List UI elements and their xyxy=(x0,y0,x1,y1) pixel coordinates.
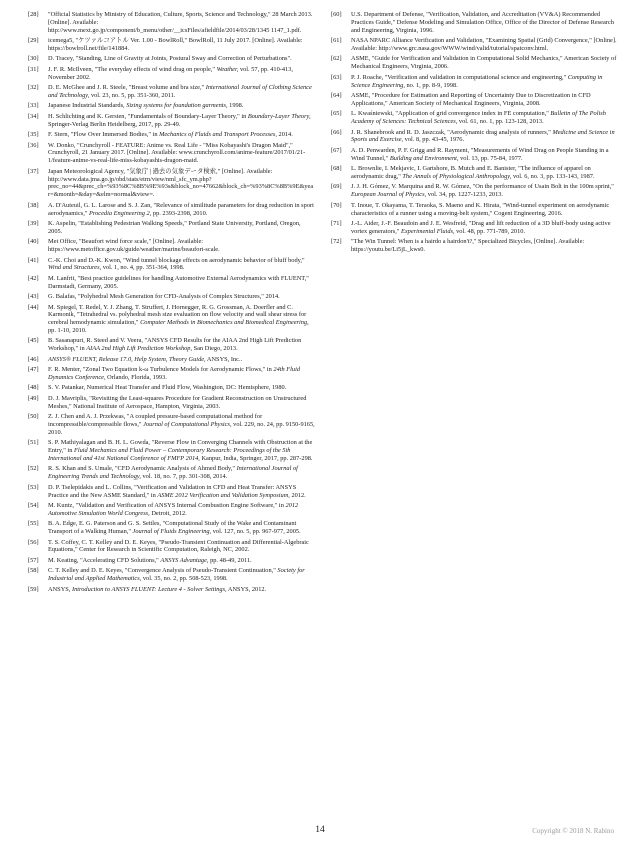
reference-text xyxy=(351,92,618,108)
reference-text xyxy=(48,557,315,565)
reference-text-segment: vol. 8, pp. 43-45, 1976. xyxy=(403,136,465,144)
reference-text xyxy=(48,502,315,518)
reference-text-segment: J. J. H. Gómez, V. Marquina and R. W. Gómez, "On the performance of Usain Bolt in the 100m sprint," xyxy=(351,183,614,191)
reference-text-segment: NASA NPARC Alliance Verification and Validation, "Examining Spatial (Grid) Convergence," [Online]. Available: http://www.grc.nasa.gov/WWW/wind/valid/tutorial/spatconv.html. xyxy=(351,37,617,52)
reference-source-italic: ANSYS® FLUENT, Release 17.0, Help System, Theory Guide, xyxy=(48,355,206,363)
reference-text-segment: S. P. Mathiyalagan and B. H. L. Gowda, "Reverse Flow in Converging Channels with Obstruction at the Entry," in xyxy=(48,439,313,455)
reference-number: [34] xyxy=(28,112,39,120)
reference-text-segment: Kanpur, India, Springer, 2017, pp. 287-298. xyxy=(199,455,313,462)
reference-text-segment: vol. 6, no. 3, pp. 133-143, 1987. xyxy=(511,172,595,180)
reference-text-segment: H. Schlichting and K. Gersten, "Fundamentals of Boundary-Layer Theory," in xyxy=(48,112,248,120)
reference-text xyxy=(48,465,315,481)
reference-text-segment: A. D'Auteuil, G. L. Larose and S. J. Zan, "Relevance of similitude parameters for drag reduction in sport aerodynamics," xyxy=(48,201,314,217)
reference-entry xyxy=(28,275,315,291)
reference-entry xyxy=(28,539,315,555)
reference-text-segment: Springer-Verlag Berlin Heidelberg, 2017, pp. 29-49. xyxy=(48,120,181,128)
reference-text xyxy=(48,37,315,53)
reference-text-segment: Orlando, Florida, 1993. xyxy=(105,374,167,382)
reference-entry xyxy=(28,11,315,35)
reference-number: [48] xyxy=(28,384,39,392)
reference-entry xyxy=(28,304,315,335)
reference-number: [64] xyxy=(331,91,342,99)
reference-text xyxy=(48,131,315,139)
reference-entry xyxy=(331,92,618,108)
reference-number: [44] xyxy=(28,303,39,311)
reference-entry xyxy=(28,586,315,594)
reference-entry xyxy=(28,238,315,254)
reference-source-italic: Mechanics of Fluids and Transport Processes, xyxy=(159,131,277,139)
reference-text-segment: C.-K. Choi and D.-K. Kwon, "Wind tunnel blockage effects on aerodynamic behavior of bluff body," xyxy=(48,256,305,264)
reference-number: [70] xyxy=(331,201,342,209)
reference-number: [62] xyxy=(331,55,342,63)
reference-number: [32] xyxy=(28,84,39,92)
reference-text-segment: Z. J. Chen and A. J. Przekwas, "A coupled pressure-based computational method for incompressible/compressible flows," xyxy=(48,413,263,429)
reference-text xyxy=(351,37,618,53)
reference-number: [30] xyxy=(28,55,39,63)
reference-number: [38] xyxy=(28,201,39,209)
reference-text-segment: vol. 61, no. 1, pp. 123-128, 2013. xyxy=(457,118,544,126)
reference-text-segment: D. E. McGhee and J. R. Steele, "Breast volume and bra size," xyxy=(48,84,206,92)
reference-text xyxy=(351,11,618,35)
reference-number: [71] xyxy=(331,219,342,227)
reference-text xyxy=(48,220,315,236)
reference-text-segment: vol. 48, pp. 771-789, 2010. xyxy=(454,227,526,235)
reference-text xyxy=(48,439,315,463)
reference-entry xyxy=(28,484,315,500)
reference-text-segment: K. Aspelin, "Establishing Pedestrian Walking Speeds," Portland State University, Portland, Oregon, 2005. xyxy=(48,219,301,235)
reference-entry xyxy=(28,113,315,129)
reference-text xyxy=(48,413,315,437)
reference-entry xyxy=(28,142,315,166)
reference-text-segment: B. A. Edge, E. G. Paterson and G. S. Settles, "Computational Study of the Wake and Contaminant Transport of a Walking Human," xyxy=(48,520,297,536)
reference-text xyxy=(351,147,618,163)
reference-entry xyxy=(28,557,315,565)
reference-entry xyxy=(331,183,618,199)
reference-text xyxy=(351,238,618,254)
reference-entry xyxy=(28,567,315,583)
reference-text-segment: pp. 1-10, 2010. xyxy=(48,327,87,335)
reference-text-segment: P. J. Roache, "Verification and validation in computational science and engineering," xyxy=(351,73,568,81)
reference-text xyxy=(351,220,618,236)
reference-text-segment: D. Tracey, "Standing, Line of Gravity at Joints, Postural Sway and Correction of Perturbations". xyxy=(48,55,292,63)
reference-number: [55] xyxy=(28,520,39,528)
reference-text-segment: A. D. Penwarden, P. F. Grigg and R. Rayment, "Measurements of Wind Drag on People Standing in a Wind Tunnel," xyxy=(351,146,609,162)
reference-text-segment: C. T. Kelley and D. E. Keyes, "Convergence Analysis of Pseudo-Transient Continuation," xyxy=(48,567,278,575)
reference-entry xyxy=(331,37,618,53)
reference-text-segment: J. F. R. McIlveen, "The everyday effects of wind drag on people," xyxy=(48,65,217,73)
reference-source-italic: The Annals of Physiological Anthropology, xyxy=(402,172,512,180)
reference-text xyxy=(48,238,315,254)
reference-number: [69] xyxy=(331,183,342,191)
reference-text-segment: ANSYS, Inc.. xyxy=(205,355,243,363)
reference-text-segment: vol. 34, pp. 1227-1233, 2013. xyxy=(426,191,504,199)
reference-text xyxy=(48,520,315,536)
reference-text-segment: ANSYS, 2012. xyxy=(226,585,267,593)
reference-text xyxy=(48,66,315,82)
reference-entry xyxy=(28,439,315,463)
reference-text-segment: B. Sasanapuri, R. Steed and V. Veera, "ANSYS CFD Results for the AIAA 2nd High Lift Prediction Workshop," in xyxy=(48,337,302,353)
reference-source-italic: Bulletin of The Polish Academy of Sciences: Technical Sciences, xyxy=(351,110,606,126)
reference-text-segment: Detroit, 2012. xyxy=(149,509,187,517)
reference-entry xyxy=(28,102,315,110)
reference-text-segment: F. Stern, "Flow Over Immersed Bodies," in xyxy=(48,131,160,139)
reference-entry xyxy=(28,257,315,273)
reference-source-italic: International Journal of Clothing Science and Technology, xyxy=(48,84,312,99)
reference-text xyxy=(351,129,618,145)
reference-entry xyxy=(28,293,315,301)
reference-text-segment: L. Brownlie, I. Mekjavic, I. Gartshore, B. Mutch and E. Banister, "The influence of apparel on aerodynamic drag," xyxy=(351,165,591,180)
reference-text xyxy=(351,202,618,218)
reference-number: [40] xyxy=(28,238,39,246)
reference-source-italic: 2012 Automotive Simulation World Congress, xyxy=(48,502,299,517)
reference-source-italic: Experimental Fluids, xyxy=(400,227,455,235)
reference-source-italic: 24th Fluid Dynamics Conference, xyxy=(48,366,301,382)
reference-number: [35] xyxy=(28,131,39,139)
reference-entry xyxy=(331,74,618,90)
reference-text-segment: "The Win Tunnel: When is a hairdo a hairdon't?," Specialized Bicycles, [Online]. Available: https://youtu.be/Li5jL_kws0. xyxy=(351,238,585,254)
reference-text-segment: M. Spiegel, T. Redel, Y. J. Zhang, T. Struffert, J. Hornegger, R. G. Grossman, A. Doerfler and C. Karmonik, "Tetrahedral vs. polyhedral mesh size evaluation on flow velocity and wall shear stress for cerebral hemodynamic simulation," xyxy=(48,303,307,327)
reference-number: [72] xyxy=(331,238,342,246)
reference-text xyxy=(48,384,315,392)
reference-number: [43] xyxy=(28,293,39,301)
reference-source-italic: Computer Methods in Biomechanics and Biomedical Engineering, xyxy=(140,319,309,327)
reference-text xyxy=(48,395,315,411)
reference-text xyxy=(48,539,315,555)
reference-text xyxy=(48,142,315,166)
reference-source-italic: Building and Environment, xyxy=(389,154,459,162)
reference-entry xyxy=(331,202,618,218)
reference-text-segment: vol. 35, no. 2, pp. 508-523, 1998. xyxy=(141,575,228,583)
reference-text-segment: J.-L. Aider, J.-F. Beaudoin and J. E. Wesfreid, "Drag and lift reduction of a 3D bluff-body using active vortex generators," xyxy=(351,219,611,235)
reference-text-segment: M. Kuntz, "Validation and Verification of ANSYS Internal Combustion Engine Software," in xyxy=(48,502,286,509)
reference-entry xyxy=(28,220,315,236)
reference-text xyxy=(48,304,315,335)
reference-text xyxy=(48,275,315,291)
reference-number: [51] xyxy=(28,439,39,447)
reference-source-italic: Computing in Science Engineering, xyxy=(351,73,603,89)
reference-text xyxy=(351,165,618,181)
reference-entry xyxy=(28,337,315,353)
reference-entry xyxy=(331,238,618,254)
reference-text-segment: F. R. Menter, "Zonal Two Equation k-ω Turbulence Models for Aerodynamic Flows," in xyxy=(48,366,274,374)
reference-source-italic: Boundary-Layer Theory, xyxy=(247,112,311,120)
reference-text-segment: Japan Meteorological Agency, "気象庁 | 過去の気象データ検索," [Online]. Available: http://www.data.jma.go.jp/obd/stats/etrn/view/nml_sfc_ym.php?prec_no=44&prec_ch=%93%8C%8B%9E%93s&block_no=47662&block_ch=%93%8C%8B%9E&year=&month=&day=&elm=normal&view=. xyxy=(48,167,314,199)
reference-text xyxy=(48,102,315,110)
reference-number: [50] xyxy=(28,413,39,421)
reference-text-segment: vol. 1, no. 4, pp. 351-364, 1998. xyxy=(101,264,185,272)
reference-text-segment: ANSYS, xyxy=(48,585,72,593)
reference-number: [41] xyxy=(28,256,39,264)
reference-number: [67] xyxy=(331,146,342,154)
reference-source-italic: Fluid Mechanics and Fluid Power – Contemporary Research: Proceedings of the 5th International and 41st National Conference of FMFP 2014, xyxy=(48,447,291,462)
reference-text-segment: D. P. Tselepidakis and L. Collins, "Verification and Validation in CFD and Heat Transfer: ANSYS Practice and the New ASME Standard," in xyxy=(48,483,297,499)
reference-number: [36] xyxy=(28,141,39,149)
reference-text xyxy=(48,567,315,583)
reference-text-segment: G. Balafas, "Polyhedral Mesh Generation for CFD-Analysis of Complex Structures," 2014. xyxy=(48,293,280,301)
reference-number: [68] xyxy=(331,165,342,173)
reference-text-segment: vol. 57, pp. 410-413, November 2002. xyxy=(48,65,293,81)
reference-number: [59] xyxy=(28,585,39,593)
reference-source-italic: Procedia Engineering 2, xyxy=(89,209,152,217)
reference-text xyxy=(48,202,315,218)
reference-entry xyxy=(28,55,315,63)
reference-entry xyxy=(331,11,618,35)
reference-entry xyxy=(28,356,315,364)
reference-entry xyxy=(28,502,315,518)
reference-number: [47] xyxy=(28,366,39,374)
page-number: 14 xyxy=(315,825,325,835)
reference-entry xyxy=(28,366,315,382)
reference-text-segment: Met Office, "Beaufort wind force scale," [Online]. Available: https://www.metoffice.gov.uk/guide/weather/marine/beaufort-scale. xyxy=(48,238,220,254)
reference-source-italic: European Journal of Physics, xyxy=(351,191,427,199)
reference-number: [49] xyxy=(28,394,39,402)
reference-text-segment: no. 1, pp. 8-9, 1998. xyxy=(404,81,458,89)
reference-text-segment: 2014. xyxy=(276,131,293,139)
reference-text-segment: Japanese Industrial Standards, xyxy=(48,102,127,110)
reference-number: [52] xyxy=(28,465,39,473)
reference-source-italic: Journal of Fluids Engineering, xyxy=(132,528,212,536)
reference-text-segment: San Diego, 2013. xyxy=(192,345,238,353)
reference-entry xyxy=(331,220,618,236)
references-column-left xyxy=(28,11,315,596)
reference-source-italic: International Journal of Engineering Trends and Technology, xyxy=(48,465,298,481)
reference-entry xyxy=(28,395,315,411)
reference-source-italic: Journal of Computational Physics, xyxy=(143,421,232,429)
copyright-notice: Copyright © 2018 N. Rabino xyxy=(532,827,614,835)
reference-number: [61] xyxy=(331,37,342,45)
reference-text-segment: M. Lanfrit, "Best practice guidelines for handling Automotive External Aerodynamics with FLUENT," Darmstadt, Germany, 2005. xyxy=(48,274,309,290)
reference-number: [58] xyxy=(28,567,39,575)
reference-text-segment: vol. 23, no. 5, pp. 351-360, 2011. xyxy=(89,91,176,99)
reference-entry xyxy=(28,384,315,392)
reference-text-segment: vol. 127, no. 5, pp. 967-977, 2005. xyxy=(211,528,301,536)
reference-source-italic: ANSYS Advantage, xyxy=(160,556,209,564)
reference-text xyxy=(351,110,618,126)
reference-number: [66] xyxy=(331,128,342,136)
reference-text-segment: 1998. xyxy=(227,102,244,110)
reference-text-segment: pp. 48-49, 2011. xyxy=(208,556,252,564)
reference-text xyxy=(48,84,315,100)
reference-number: [46] xyxy=(28,355,39,363)
reference-number: [37] xyxy=(28,167,39,175)
reference-source-italic: Medicine and Science in Sports and Exercise, xyxy=(351,128,615,144)
reference-text xyxy=(351,183,618,199)
reference-number: [54] xyxy=(28,502,39,509)
reference-text-segment: vol. 13, pp. 75-84, 1977. xyxy=(458,154,523,162)
reference-text-segment: ASME, "Procedure for Estimation and Reporting of Uncertainty Due to Discretization in CFD Applications," American Society of Mechanical Engineers, Virginia, 2008. xyxy=(351,91,591,107)
references-column-right xyxy=(331,11,618,596)
reference-text-segment: L. Kwaśniewski, "Application of grid convergence index in FE computation," xyxy=(351,110,551,118)
reference-number: [65] xyxy=(331,110,342,118)
reference-text xyxy=(48,356,315,364)
reference-text-segment: R. S. Khan and S. Umale, "CFD Aerodynamic Analysis of Ahmed Body," xyxy=(48,465,237,473)
reference-entry xyxy=(28,465,315,481)
reference-source-italic: AIAA 2nd High Lift Prediction Workshop, xyxy=(86,345,193,353)
reference-number: [57] xyxy=(28,556,39,564)
reference-text-segment: T. Inoue, T. Okayama, T. Teraoka, S. Maeno and K. Hirata, "Wind-tunnel experiment on aerodynamic characteristics of a runner using a moving-belt system," Cogent Engineering, 2016. xyxy=(351,201,610,217)
reference-number: [45] xyxy=(28,337,39,345)
reference-number: [42] xyxy=(28,274,39,282)
reference-text xyxy=(48,366,315,382)
reference-entry xyxy=(28,413,315,437)
reference-number: [33] xyxy=(28,102,39,110)
reference-text xyxy=(48,168,315,199)
reference-text-segment: "Official Statistics by Ministry of Education, Culture, Sports, Science and Technology," 28 March 2013. [Online]. Available: http://www.mext.go.jp/component/b_menu/other/__icsFiles/afieldfile/2014/03/28/1345 1147_1.pdf. xyxy=(48,11,313,34)
reference-number: [39] xyxy=(28,219,39,227)
reference-text-segment: 2012. xyxy=(289,491,306,499)
reference-text-segment: J. R. Shanebrook and R. D. Jaszczak, "Aerodynamic drag analysis of runners," xyxy=(351,128,553,136)
reference-text xyxy=(48,113,315,129)
reference-text-segment: icemega5, "ケツァルコアトル Ver. 1.00 - BowlRoll," BowlRoll, 11 July 2017. [Online]. Available: https://bowlroll.net/file/141884. xyxy=(48,37,303,52)
reference-text xyxy=(48,484,315,500)
reference-text xyxy=(48,586,315,594)
reference-text-segment: U.S. Department of Defense, "Verification, Validation, and Accreditation (VV&A) Recommended Practices Guide," Defense Modeling and Simulation Office, Office of the Director of Defense Research and Engineering, Virginia, 1996. xyxy=(351,11,614,34)
reference-text-segment: pp. 2393-2398, 2010. xyxy=(151,209,208,217)
reference-entry xyxy=(331,110,618,126)
reference-text-segment: M. Keating, "Accelerating CFD Solutions," xyxy=(48,556,161,564)
reference-number: [28] xyxy=(28,11,39,18)
reference-source-italic: Sizing systems for foundation garments, xyxy=(126,102,228,110)
reference-text xyxy=(48,55,315,63)
reference-text-segment: vol. 229, no. 24, pp. 9150-9165, 2010. xyxy=(48,421,315,436)
reference-text xyxy=(48,257,315,273)
reference-entry xyxy=(28,131,315,139)
reference-entry xyxy=(28,168,315,199)
reference-number: [56] xyxy=(28,538,39,546)
reference-number: [60] xyxy=(331,11,342,18)
reference-source-italic: Introduction to ANSYS FLUENT: Lecture 4 - Solver Settings, xyxy=(71,585,227,593)
reference-entry xyxy=(331,55,618,71)
reference-entry xyxy=(28,66,315,82)
reference-entry xyxy=(331,147,618,163)
reference-text-segment: ASME, "Guide for Verification and Validation in Computational Solid Mechanics," American Society of Mechanical Engineers, Virginia, 2006. xyxy=(351,55,617,71)
reference-text-segment: D. J. Mavriplis, "Revisiting the Least-squares Procedure for Gradient Reconstruction on Unstructured Meshes," National Institute of Aerospace, Hampton, Virginia, 2003. xyxy=(48,394,307,410)
reference-entry xyxy=(331,129,618,145)
reference-text xyxy=(351,74,618,90)
reference-source-italic: Society for Industrial and Applied Mathematics, xyxy=(48,567,305,583)
reference-text xyxy=(48,293,315,301)
reference-entry xyxy=(28,520,315,536)
reference-text xyxy=(48,337,315,353)
reference-number: [53] xyxy=(28,483,39,491)
reference-text-segment: W. Donko, "Crunchyroll - FEATURE: Anime vs. Real Life - "Miss Kobayashi's Dragon Maid"," Crunchyroll, 21 January 2017. [Online]. Available: www.crunchyroll.com/anime-feature/2017/01/21-1/feature-anime-vs-real-life-miss-kobayashis-dragon-maid. xyxy=(48,141,306,165)
reference-number: [31] xyxy=(28,65,39,73)
reference-text xyxy=(48,11,315,35)
reference-source-italic: Wind and Structures, xyxy=(48,264,102,272)
reference-entry xyxy=(28,37,315,53)
reference-text-segment: S. V. Patankar, Numerical Heat Transfer and Fluid Flow, Washington, DC: Hemisphere, 1980. xyxy=(48,384,287,392)
references-section xyxy=(28,11,618,596)
reference-number: [29] xyxy=(28,37,39,45)
reference-text xyxy=(351,55,618,71)
reference-entry xyxy=(331,165,618,181)
reference-source-italic: Weather, xyxy=(216,65,239,73)
reference-text-segment: T. S. Coffey, C. T. Kelley and D. E. Keyes, "Pseudo-Transient Continuation and Differential-Algebraic Equations," Center for Research in Scientific Computation, Raleigh, NC, 2002. xyxy=(48,538,309,554)
reference-entry xyxy=(28,84,315,100)
reference-number: [63] xyxy=(331,73,342,81)
reference-text-segment: vol. 18, no. 7, pp. 301-308, 2014. xyxy=(140,473,228,481)
reference-entry xyxy=(28,202,315,218)
reference-source-italic: ASME 2012 Verification and Validation Symposium, xyxy=(157,491,290,499)
